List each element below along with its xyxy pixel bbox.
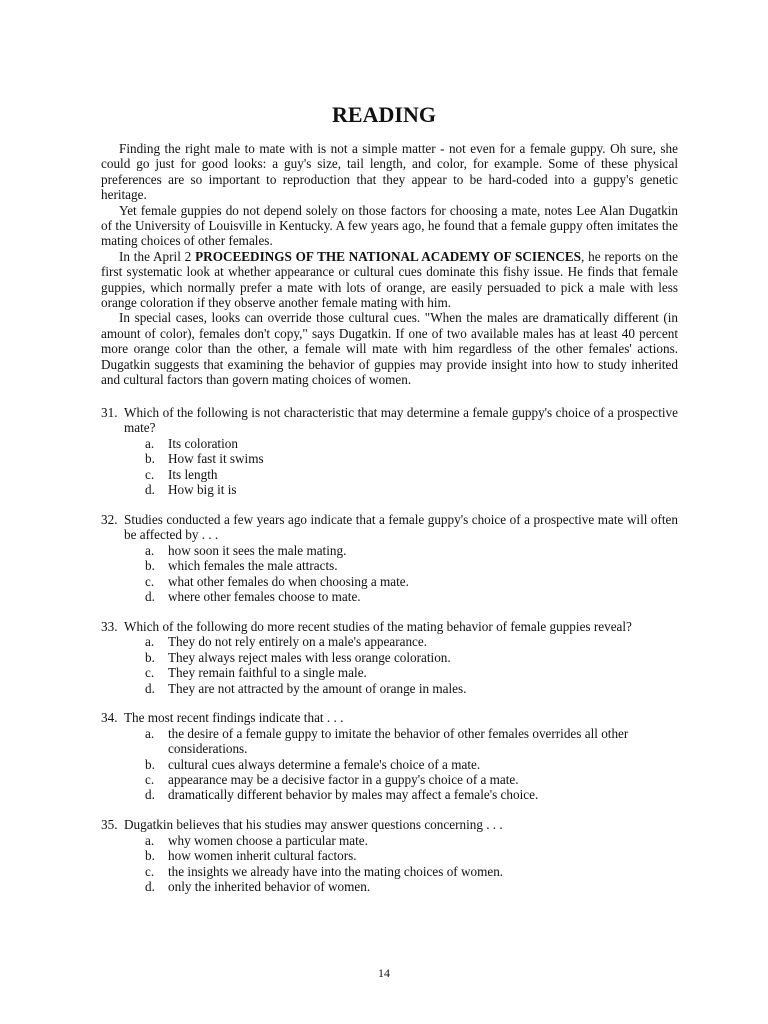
option-text: the insights we already have into the mating choices of women. [168, 863, 504, 879]
option-text: how women inherit cultural factors. [168, 848, 357, 864]
question-item [101, 619, 678, 696]
answer-option [101, 574, 678, 589]
question-number: 34. [101, 710, 118, 726]
question-text: Which of the following do more recent studies of the mating behavior of female guppies reveal? [124, 618, 632, 634]
answer-option [101, 558, 678, 573]
option-text: They do not rely entirely on a male's appearance. [168, 634, 428, 650]
answer-option [101, 681, 678, 696]
answer-option [101, 451, 678, 466]
question-text: Dugatkin believes that his studies may answer questions concerning . . . [124, 817, 503, 833]
answer-option [101, 634, 678, 649]
question-text: The most recent findings indicate that . . . [124, 710, 344, 726]
option-letter: c. [145, 665, 155, 681]
option-text: They remain faithful to a single male. [168, 665, 367, 681]
option-text: dramatically different behavior by males may affect a female's choice. [168, 787, 539, 803]
passage-paragraph-3-start: In the April 2 [119, 248, 196, 264]
answer-option [101, 436, 678, 451]
option-text: why women choose a particular mate. [168, 832, 368, 848]
passage-paragraph-2: Yet female guppies do not depend solely on those factors for choosing a mate, notes Lee Alan Dugatkin of the University of Louisville in Kentucky. A few years ago, he found that a female guppy often imitates the mating choices of other females. [101, 202, 678, 249]
answer-options [101, 634, 678, 696]
answer-options [101, 436, 678, 498]
option-letter: a. [145, 542, 155, 558]
option-letter: b. [145, 451, 155, 467]
answer-options [101, 726, 678, 803]
question-text: Studies conducted a few years ago indicate that a female guppy's choice of a prospective mate will often be affected by . . . [124, 511, 678, 543]
option-text: where other females choose to mate. [168, 588, 361, 604]
option-text: how soon it sees the male mating. [168, 542, 347, 558]
passage-paragraph-1: Finding the right male to mate with is not a simple matter - not even for a female guppy. Oh sure, she could go just for good looks: a guy's size, tail length, and color, for example. Some of these physical preferences are so important to reproduction that they appear to be hard-coded into a guppy's genetic heritage. [101, 141, 678, 203]
answer-options [101, 833, 678, 895]
question-stem [101, 405, 678, 436]
option-letter: d. [145, 787, 155, 803]
answer-option [101, 787, 678, 802]
answer-option [101, 848, 678, 863]
answer-option [101, 650, 678, 665]
option-text: How big it is [168, 482, 237, 498]
option-text: How fast it swims [168, 451, 264, 467]
page-number: 14 [378, 966, 390, 980]
option-letter: d. [145, 878, 155, 894]
option-text: only the inherited behavior of women. [168, 878, 371, 894]
option-letter: c. [145, 466, 155, 482]
answer-option [101, 757, 678, 772]
option-letter: d. [145, 680, 155, 696]
question-number: 32. [101, 511, 118, 527]
option-text: the desire of a female guppy to imitate the behavior of other females overrides all other considerations. [168, 725, 629, 757]
option-text: They always reject males with less orange coloration. [168, 649, 451, 665]
question-item [101, 710, 678, 802]
question-item [101, 817, 678, 894]
question-list [101, 405, 678, 909]
answer-option [101, 833, 678, 848]
question-number: 33. [101, 618, 118, 634]
option-letter: a. [145, 435, 155, 451]
answer-option [101, 864, 678, 879]
answer-option [101, 467, 678, 482]
answer-option [101, 772, 678, 787]
answer-options [101, 543, 678, 605]
option-letter: c. [145, 772, 155, 788]
option-text: Its length [168, 466, 218, 482]
answer-option [101, 665, 678, 680]
question-stem [101, 512, 678, 543]
option-text: which females the male attracts. [168, 558, 338, 574]
passage-paragraph-3 [101, 249, 678, 311]
option-letter: b. [145, 649, 155, 665]
question-stem [101, 619, 678, 634]
answer-option [101, 726, 678, 757]
option-letter: d. [145, 482, 155, 498]
question-stem [101, 710, 678, 725]
option-letter: c. [145, 863, 155, 879]
option-text: appearance may be a decisive factor in a guppy's choice of a mate. [168, 772, 519, 788]
option-text: They are not attracted by the amount of orange in males. [168, 680, 467, 696]
question-item [101, 405, 678, 497]
page-title: READING [332, 102, 436, 127]
option-letter: a. [145, 634, 155, 650]
option-letter: c. [145, 573, 155, 589]
option-text: what other females do when choosing a mate. [168, 573, 409, 589]
reading-passage [101, 141, 678, 388]
answer-option [101, 482, 678, 497]
option-text: Its coloration [168, 435, 238, 451]
option-letter: d. [145, 588, 155, 604]
answer-option [101, 879, 678, 894]
question-text: Which of the following is not characteristic that may determine a female guppy's choice of a prospective mate? [124, 405, 678, 436]
answer-option [101, 543, 678, 558]
option-letter: a. [145, 832, 155, 848]
passage-paragraph-4: In special cases, looks can override those cultural cues. "When the males are dramatically different (in amount of color), females don't copy," says Dugatkin. If one of two available males has at least 40 percent more orange color than the other, a female will mate with him regardless of the other females' actions. Dugatkin suggests that examining the behavior of guppies may provide insight into how to study inherited and cultural factors than govern mating choices of women. [101, 310, 678, 388]
option-letter: a. [145, 725, 155, 741]
question-item [101, 512, 678, 604]
option-text: cultural cues always determine a female's choice of a mate. [168, 756, 481, 772]
option-letter: b. [145, 848, 155, 864]
question-number: 31. [101, 405, 118, 420]
option-letter: b. [145, 558, 155, 574]
question-number: 35. [101, 817, 118, 833]
passage-paragraph-3-end: , he reports on the first systematic look at whether appearance or cultural cues dominate this fishy issue. He finds that female guppies, which normally prefer a mate with lots of orange, are easily persuaded to pick a male with less orange coloration if they observe another female mating with him. [101, 248, 678, 311]
journal-name: PROCEEDINGS OF THE NATIONAL ACADEMY OF SCIENCES [195, 248, 582, 264]
answer-option [101, 589, 678, 604]
option-letter: b. [145, 756, 155, 772]
question-stem [101, 817, 678, 832]
